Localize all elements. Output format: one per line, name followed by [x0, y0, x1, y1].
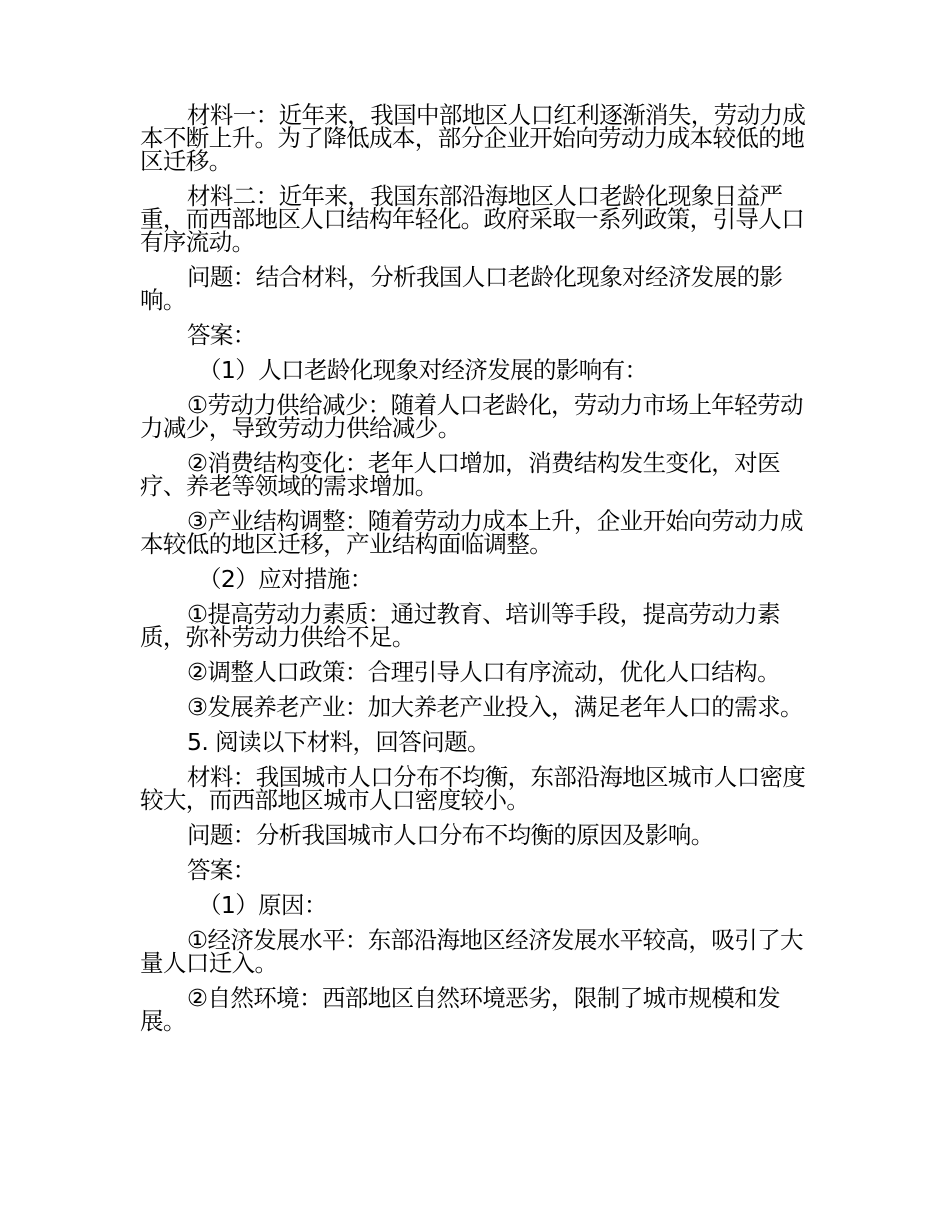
document-page — [140, 101, 812, 1045]
paragraph-impact-1: ①劳动力供给减少：随着人口老龄化，劳动力市场上年轻劳动力减少，导致劳动力供给减少。 — [140, 391, 803, 442]
paragraph-material-1: 材料一：近年来，我国中部地区人口红利逐渐消失，劳动力成本不断上升。为了降低成本，部分企业开始向劳动力成本较低的地区迁移。 — [140, 101, 806, 175]
paragraph-question: 问题：结合材料，分析我国人口老龄化现象对经济发展的影响。 — [140, 263, 783, 314]
paragraph-reason-2: ②自然环境：西部地区自然环境恶劣，限制了城市规模和发展。 — [140, 984, 780, 1035]
paragraph-measures-heading: （2）应对措施： — [198, 565, 373, 593]
paragraph-measure-1: ①提高劳动力素质：通过教育、培训等手段，提高劳动力素质，弥补劳动力供给不足。 — [140, 600, 780, 651]
paragraph-answer-label-2: 答案： — [187, 856, 256, 884]
paragraph-measure-2: ②调整人口政策：合理引导人口有序流动，优化人口结构。 — [187, 658, 780, 686]
paragraph-impact-2: ②消费结构变化：老年人口增加，消费结构发生变化，对医疗、养老等领域的需求增加。 — [140, 449, 780, 500]
paragraph-reason-1: ①经济发展水平：东部沿海地区经济发展水平较高，吸引了大量人口迁入。 — [140, 926, 803, 977]
paragraph-reason-heading: （1）原因： — [198, 891, 327, 919]
paragraph-material-2: 材料二：近年来，我国东部沿海地区人口老龄化现象日益严重，而西部地区人口结构年轻化。政府采取一系列政策，引导人口有序流动。 — [140, 182, 805, 256]
paragraph-material-3: 材料：我国城市人口分布不均衡，东部沿海地区城市人口密度较大，而西部地区城市人口密度较小。 — [140, 763, 806, 814]
paragraph-answer-label: 答案： — [187, 321, 256, 349]
paragraph-impact-heading: （1）人口老龄化现象对经济发展的影响有： — [198, 356, 648, 384]
paragraph-measure-3: ③发展养老产业：加大养老产业投入，满足老年人口的需求。 — [187, 693, 803, 721]
paragraph-question-5: 5. 阅读以下材料，回答问题。 — [187, 728, 490, 756]
paragraph-question-2: 问题：分析我国城市人口分布不均衡的原因及影响。 — [187, 821, 714, 849]
paragraph-impact-3: ③产业结构调整：随着劳动力成本上升，企业开始向劳动力成本较低的地区迁移，产业结构面临调整。 — [140, 507, 803, 558]
